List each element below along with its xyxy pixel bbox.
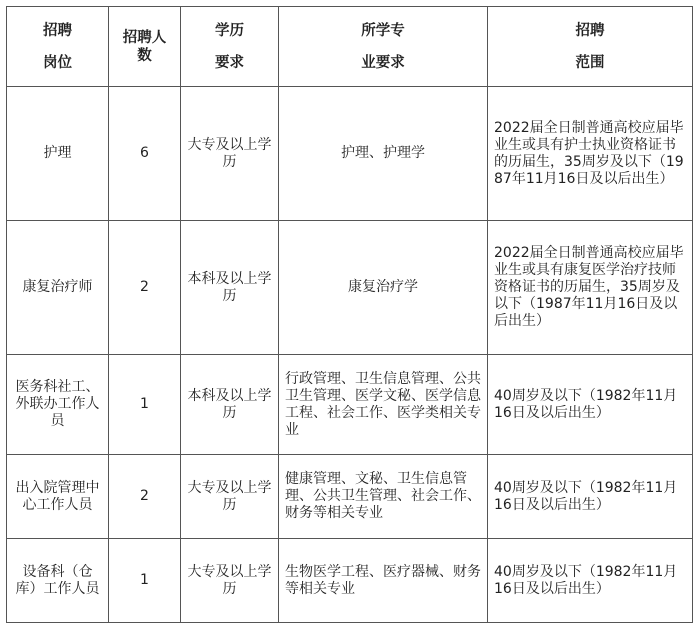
- cell-scope: 40周岁及以下（1982年11月16日及以后出生）: [488, 539, 693, 623]
- header-scope: 招聘 范围: [488, 7, 693, 87]
- cell-scope: 40周岁及以下（1982年11月16日及以后出生）: [488, 455, 693, 539]
- table-row: [7, 221, 693, 355]
- cell-major: 护理、护理学: [279, 87, 488, 221]
- header-major: 所学专 业要求: [279, 7, 488, 87]
- cell-position: 护理: [7, 87, 109, 221]
- cell-scope: 2022届全日制普通高校应届毕业生或具有护士执业资格证书的历届生，35周岁及以下（1987年11月16日及以后出生）: [488, 87, 693, 221]
- cell-education: 大专及以上学历: [181, 455, 279, 539]
- cell-position: 康复治疗师: [7, 221, 109, 355]
- cell-scope: 40周岁及以下（1982年11月16日及以后出生）: [488, 355, 693, 455]
- cell-count: 2: [109, 221, 181, 355]
- cell-education: 大专及以上学历: [181, 539, 279, 623]
- cell-position: 出入院管理中心工作人员: [7, 455, 109, 539]
- cell-education: 大专及以上学历: [181, 87, 279, 221]
- table-row: [7, 87, 693, 221]
- cell-scope: 2022届全日制普通高校应届毕业生或具有康复医学治疗技师资格证书的历届生，35周岁及以下（1987年11月16日及以后出生）: [488, 221, 693, 355]
- cell-count: 1: [109, 539, 181, 623]
- header-position: 招聘 岗位: [7, 7, 109, 87]
- cell-position: 设备科（仓库）工作人员: [7, 539, 109, 623]
- cell-position: 医务科社工、外联办工作人员: [7, 355, 109, 455]
- cell-education: 本科及以上学历: [181, 221, 279, 355]
- header-education: 学历 要求: [181, 7, 279, 87]
- cell-major: 生物医学工程、医疗器械、财务等相关专业: [279, 539, 488, 623]
- cell-major: 康复治疗学: [279, 221, 488, 355]
- cell-count: 6: [109, 87, 181, 221]
- recruitment-table: [6, 6, 693, 623]
- cell-major: 健康管理、文秘、卫生信息管理、公共卫生管理、社会工作、财务等相关专业: [279, 455, 488, 539]
- cell-count: 2: [109, 455, 181, 539]
- table-row: [7, 355, 693, 455]
- table-row: [7, 539, 693, 623]
- cell-major: 行政管理、卫生信息管理、公共卫生管理、医学文秘、医学信息工程、社会工作、医学类相关专业: [279, 355, 488, 455]
- table-row: [7, 455, 693, 539]
- cell-count: 1: [109, 355, 181, 455]
- table-header-row: [7, 7, 693, 87]
- header-count: 招聘人 数: [109, 7, 181, 87]
- cell-education: 本科及以上学历: [181, 355, 279, 455]
